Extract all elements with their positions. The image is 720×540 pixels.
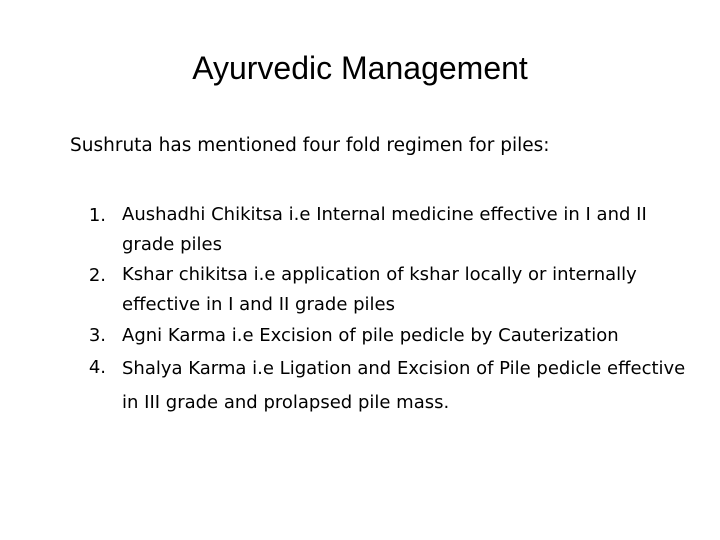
list-item-text: Shalya Karma i.e Ligation and Excision of Pile pedicle effective in III grade and prolapsed pile mass.: [122, 358, 686, 413]
list-item-number: 2.: [88, 265, 106, 286]
regimen-list: [70, 200, 690, 420]
list-item: [70, 260, 690, 320]
intro-text: Sushruta has mentioned four fold regimen for piles:: [70, 135, 550, 156]
list-item-text: Aushadhi Chikitsa i.e Internal medicine effective in I and II grade piles: [122, 204, 647, 255]
list-item-text: Agni Karma i.e Excision of pile pedicle by Cauterization: [122, 325, 619, 346]
list-item-text: Kshar chikitsa i.e application of kshar locally or internally effective in I and II grade piles: [122, 264, 637, 315]
slide-title: Ayurvedic Management: [192, 50, 528, 86]
list-item: [70, 200, 690, 260]
list-item-number: 4.: [88, 357, 106, 378]
list-item: [70, 352, 690, 420]
list-item-number: 3.: [88, 325, 106, 346]
list-item-number: 1.: [88, 205, 106, 226]
list-item: [70, 320, 690, 352]
